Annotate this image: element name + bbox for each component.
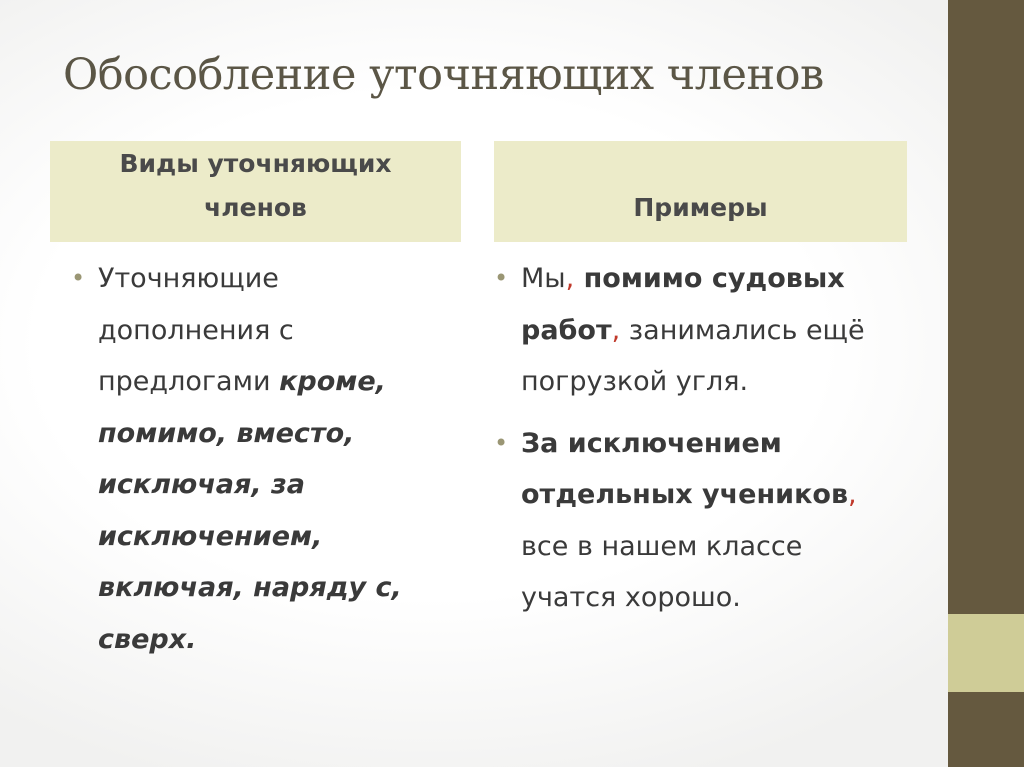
clarifying-phrase: помимо судовых	[574, 263, 845, 294]
example-text: занимались ещё	[620, 314, 865, 346]
preposition-term: сверх.	[98, 623, 197, 655]
slide-title: Обособление уточняющих членов	[63, 50, 824, 100]
preposition-term: включая, наряду с,	[98, 572, 402, 603]
example-text: учатся хорошо.	[521, 582, 741, 613]
header-types	[50, 141, 461, 242]
preposition-term: исключая, за	[98, 469, 305, 500]
preposition-term: помимо, вместо,	[98, 417, 355, 449]
example-text: все в нашем классе	[521, 530, 803, 562]
types-list	[71, 253, 441, 665]
sidebar-accent	[948, 614, 1024, 692]
header-types-line-1: Виды уточняющих	[119, 149, 392, 178]
bullet-icon: •	[494, 428, 509, 457]
list-item	[71, 253, 441, 665]
clarifying-phrase: отдельных учеников	[521, 479, 849, 510]
types-text: дополнения с	[98, 314, 294, 346]
example-line	[521, 469, 924, 521]
comma-mark: ,	[565, 263, 575, 294]
bullet-icon: •	[494, 264, 509, 292]
example-line	[521, 305, 924, 357]
header-examples-label: Примеры	[633, 193, 768, 222]
preposition-term: исключением,	[98, 520, 323, 552]
comma-mark: ,	[611, 314, 621, 346]
header-types-line-2: членов	[204, 193, 307, 222]
clarifying-phrase: работ	[521, 314, 612, 346]
clarifying-phrase: За исключением	[521, 427, 782, 459]
types-text-line	[98, 356, 441, 408]
types-text: Уточняющие	[98, 263, 279, 294]
header-examples	[494, 141, 907, 242]
example-text: погрузкой угля.	[521, 366, 749, 397]
examples-list	[494, 253, 924, 624]
types-text: предлогами	[98, 366, 280, 397]
list-item	[494, 253, 924, 408]
preposition-term: кроме,	[279, 366, 386, 397]
list-item	[494, 418, 924, 624]
example-line	[521, 253, 924, 305]
comma-mark: ,	[848, 479, 857, 510]
bullet-icon: •	[71, 264, 86, 292]
example-text: Мы	[521, 263, 566, 294]
